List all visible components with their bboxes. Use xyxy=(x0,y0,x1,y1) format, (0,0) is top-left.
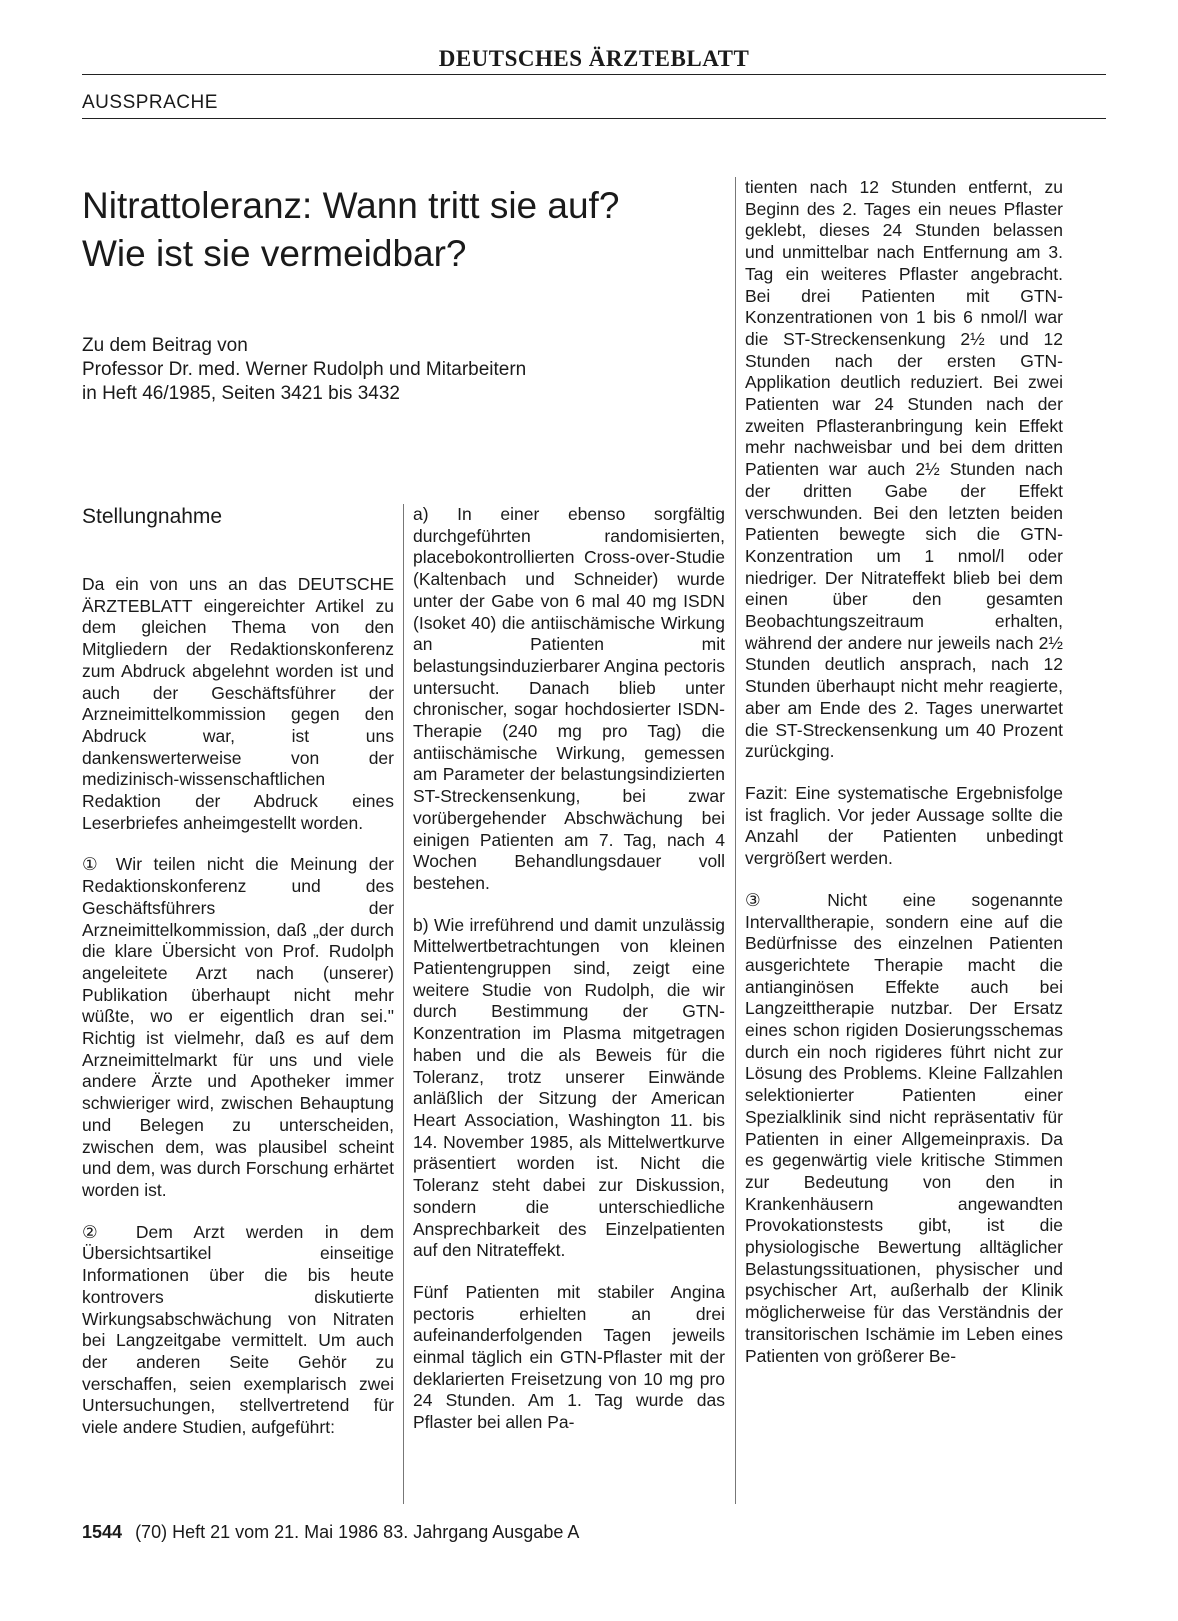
reference-line-3: in Heft 46/1985, Seiten 3421 bis 3432 xyxy=(82,383,400,404)
text-column-1 xyxy=(82,504,394,1459)
column-divider xyxy=(403,504,404,1504)
paragraph: b) Wie irreführend und damit unzulässig Mittelwertbetrachtungen von kleinen Patientengruppen sind, zeigt eine weitere Studie von Rudolph, die wir durch Bestimmung der GTN-Konzentration im Plasma mitgetragen haben und die als Beweis für die Toleranz, trotz unserer Einwände anläßlich der Sitzung der American Heart Association, Washington 11. bis 14. November 1985, als Mittelwertkurve präsentiert worden ist. Nicht die Toleranz steht dabei zur Diskussion, sondern die unterschiedliche Ansprechbarkeit des Einzelpatienten auf den Nitrateffekt. xyxy=(413,914,725,1261)
section-label: AUSSPRACHE xyxy=(82,92,1106,119)
text-column-2 xyxy=(413,504,725,1454)
title-line-1: Nitrattoleranz: Wann tritt sie auf? xyxy=(82,185,620,226)
paragraph: Da ein von uns an das DEUTSCHE ÄRZTEBLATT eingereichter Artikel zu dem gleichen Thema von den Mitgliedern der Redaktionskonferenz zum Abdruck abgelehnt worden ist und auch der Geschäftsführer der Arzneimittelkommission gegen den Abdruck war, ist uns dankenswerterweise von der medizinisch-wissenschaftlichen Redaktion der Abdruck eines Leserbriefes anheimgestellt worden. xyxy=(82,574,394,833)
article-reference xyxy=(82,334,722,406)
paragraph: ③ Nicht eine sogenannte Intervalltherapie, sondern eine auf die Bedürfnisse des einzelnen Patienten ausgerichtete Therapie macht die antianginösen Effekte auch bei Langzeittherapie nutzbar. Der Ersatz eines schon rigiden Dosierungsschemas durch ein noch rigideres führt nicht zur Lösung des Problems. Kleine Fallzahlen selektionierter Patienten einer Spezialklinik sind nicht repräsentativ für Patienten in einer Allgemeinpraxis. Da es gegenwärtig viele kritische Stimmen zur Bedeutung von den in Krankenhäusern angewandten Provokationstests gibt, ist die physiologische Bewertung alltäglicher Belastungssituationen, physischer und psychischer Art, außerhalb der Klinik möglicherweise für das Verständnis der transitorischen Ischämie im Leben eines Patienten von größerer Be- xyxy=(745,889,1063,1366)
column-divider xyxy=(735,177,736,1504)
paragraph: Fazit: Eine systematische Ergebnisfolge ist fraglich. Vor jeder Aussage sollte die Anzahl der Patienten unbedingt vergrößert werden. xyxy=(745,782,1063,869)
reference-line-2: Professor Dr. med. Werner Rudolph und Mitarbeitern xyxy=(82,359,527,380)
title-line-2: Wie ist sie vermeidbar? xyxy=(82,233,467,274)
page-footer xyxy=(82,1522,882,1543)
subheading: Stellungnahme xyxy=(82,505,223,528)
paragraph: Fünf Patienten mit stabiler Angina pectoris erhielten an drei aufeinanderfolgenden Tagen jeweils einmal täglich ein GTN-Pflaster mit der deklarierten Freisetzung von 10 mg pro 24 Stunden. Am 1. Tag wurde das Pflaster bei allen Pa- xyxy=(413,1281,725,1433)
paragraph: a) In einer ebenso sorgfältig durchgeführten randomisierten, placebokontrollierten Cross-over-Studie (Kaltenbach und Schneider) wurde unter der Gabe von 6 mal 40 mg ISDN (Isoket 40) die antiischämische Wirkung an Patienten mit belastungsinduzierbarer Angina pectoris untersucht. Danach blieb unter chronischer, sogar hochdosierter ISDN-Therapie (240 mg pro Tag) die antiischämische Wirkung, gemessen am Parameter der belastungsindizierten ST-Streckensenkung, bei zwar vorübergehender Abschwächung bei einigen Patienten am 7. Tag, nach 4 Wochen Behandlungsdauer voll bestehen. xyxy=(413,504,725,893)
page-number: 1544 xyxy=(82,1522,123,1542)
paragraph: ① Wir teilen nicht die Meinung der Redaktionskonferenz und des Geschäftsführers der Arzneimittelkommission, daß „der durch die klare Übersicht von Prof. Rudolph angeleitete Arzt nach (unserer) Publikation überhaupt nicht mehr wüßte, wo er eigentlich dran sei." Richtig ist vielmehr, daß es auf dem Arzneimittelmarkt für uns und viele andere Ärzte und Apotheker immer schwieriger wird, zwischen Behauptung und Belegen zu unterscheiden, zwischen dem, was plausibel scheint und dem, was durch Forschung erhärtet worden ist. xyxy=(82,854,394,1200)
issue-info: (70) Heft 21 vom 21. Mai 1986 83. Jahrgang Ausgabe A xyxy=(135,1522,580,1542)
paragraph: ② Dem Arzt werden in dem Übersichtsartikel einseitige Informationen über die bis heute kontrovers diskutierte Wirkungsabschwächung von Nitraten bei Langzeitgabe vermittelt. Um auch der anderen Seite Gehör zu verschaffen, seien exemplarisch zwei Untersuchungen, stellvertretend für viele andere Studien, aufgeführt: xyxy=(82,1221,394,1438)
masthead: DEUTSCHES ÄRZTEBLATT xyxy=(82,46,1106,75)
article-title xyxy=(82,182,722,278)
reference-line-1: Zu dem Beitrag von xyxy=(82,335,248,356)
text-column-3 xyxy=(745,177,1063,1387)
paragraph: tienten nach 12 Stunden entfernt, zu Beginn des 2. Tages ein neues Pflaster geklebt, dieses 24 Stunden belassen und unmittelbar nach Entfernung am 3. Tag ein weiteres Pflaster angebracht. Bei drei Patienten mit GTN-Konzentrationen von 1 bis 6 nmol/l war die ST-Streckensenkung 2½ und 12 Stunden nach der ersten GTN-Applikation deutlich reduziert. Bei zwei Patienten war 24 Stunden nach der zweiten Pflasteranbringung kein Effekt mehr nachweisbar und bei dem dritten Patienten war auch 2½ Stunden nach der dritten Gabe der Effekt verschwunden. Bei den letzten beiden Patienten bewegte sich die GTN-Konzentration um 1 nmol/l oder niedriger. Der Nitrateffekt blieb bei dem einen über den gesamten Beobachtungszeitraum erhalten, während der andere nur jeweils nach 2½ Stunden deutlich ansprach, nach 12 Stunden überhaupt nicht mehr reagierte, aber am Ende des 2. Tages unerwartet die ST-Streckensenkung um 40 Prozent zurückging. xyxy=(745,177,1063,762)
